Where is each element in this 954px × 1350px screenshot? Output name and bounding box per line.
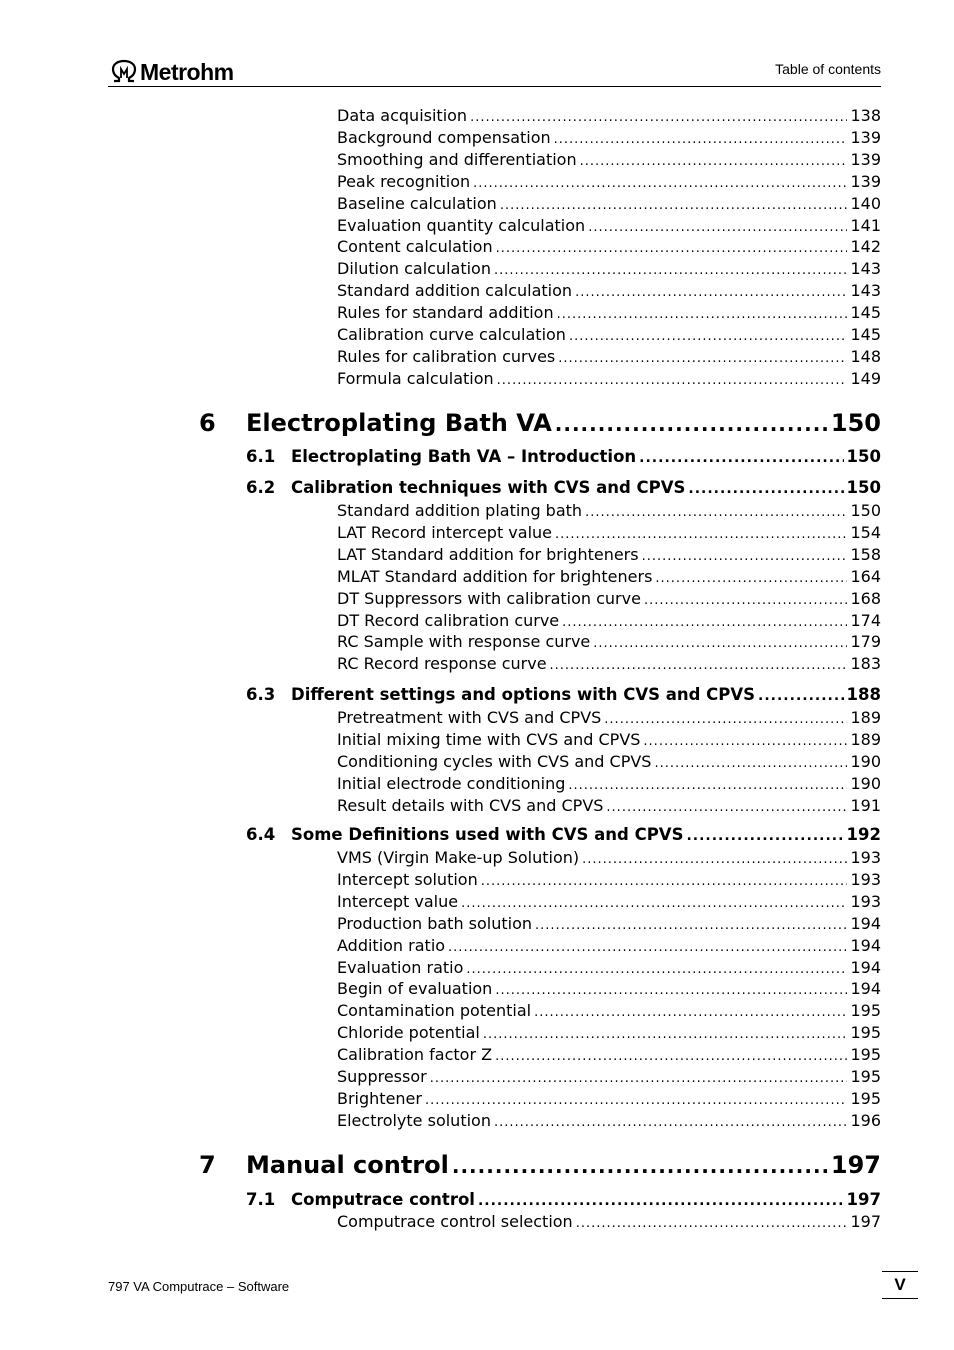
toc-page-number: 179 — [850, 632, 881, 651]
toc-entry[interactable] — [337, 751, 881, 774]
toc-page-number: 195 — [850, 1023, 881, 1042]
toc-page-number: 139 — [850, 172, 881, 191]
toc-title: Some Definitions used with CVS and CPVS — [291, 825, 684, 844]
toc-page-number: 142 — [850, 237, 881, 256]
dot-leader — [461, 893, 847, 914]
toc-page-number: 143 — [850, 259, 881, 278]
toc-page-number: 148 — [850, 347, 881, 366]
toc-entry[interactable] — [337, 1211, 881, 1234]
dot-leader — [580, 151, 848, 172]
toc-title: Suppressor — [337, 1067, 427, 1086]
toc-title: Background compensation — [337, 128, 551, 147]
toc-section[interactable] — [246, 477, 881, 500]
dot-leader — [585, 502, 847, 523]
toc-page-number: 191 — [850, 796, 881, 815]
dot-leader — [448, 937, 847, 958]
toc-number: 7.1 — [246, 1190, 276, 1209]
toc-chapter[interactable] — [199, 1150, 881, 1181]
toc-page-number: 197 — [830, 1151, 881, 1179]
toc-entry[interactable] — [337, 729, 881, 752]
toc-title: MLAT Standard addition for brighteners — [337, 567, 653, 586]
toc-entry[interactable] — [337, 631, 881, 654]
toc-number: 6 — [199, 409, 216, 437]
toc-title: Pretreatment with CVS and CPVS — [337, 708, 602, 727]
toc-title: Calibration factor Z — [337, 1045, 493, 1064]
dot-leader — [558, 348, 847, 369]
dot-leader — [655, 568, 847, 589]
toc-page-number: 139 — [850, 150, 881, 169]
dot-leader — [604, 709, 847, 730]
dot-leader — [758, 685, 844, 707]
toc-title: Formula calculation — [337, 369, 494, 388]
dot-leader — [575, 282, 847, 303]
toc-page-number: 145 — [850, 303, 881, 322]
toc-title: Brightener — [337, 1089, 422, 1108]
toc-entry[interactable] — [337, 869, 881, 892]
dot-leader — [483, 1024, 848, 1045]
toc-title: DT Suppressors with calibration curve — [337, 589, 641, 608]
dot-leader — [588, 217, 847, 238]
dot-leader — [470, 107, 847, 128]
toc-title: Baseline calculation — [337, 194, 497, 213]
dot-leader — [496, 238, 848, 259]
toc-entry[interactable] — [337, 280, 881, 303]
toc-title: Electroplating Bath VA – Introduction — [291, 447, 637, 466]
dot-leader — [494, 260, 847, 281]
toc-page-number: 140 — [850, 194, 881, 213]
toc-title: Dilution calculation — [337, 259, 491, 278]
toc-title: Electroplating Bath VA — [246, 409, 552, 437]
toc-title: Conditioning cycles with CVS and CPVS — [337, 752, 652, 771]
toc-entry[interactable] — [337, 913, 881, 936]
dot-leader — [606, 797, 847, 818]
dot-leader — [582, 849, 847, 870]
dot-leader — [494, 1112, 847, 1133]
toc-title: Calibration techniques with CVS and CPVS — [291, 478, 686, 497]
toc-number: 7 — [199, 1151, 216, 1179]
dot-leader — [478, 1190, 844, 1212]
dot-leader — [550, 655, 848, 676]
toc-page-number: 139 — [850, 128, 881, 147]
dot-leader — [555, 524, 847, 545]
toc-title: Initial mixing time with CVS and CPVS — [337, 730, 641, 749]
dot-leader — [452, 1151, 828, 1181]
toc-page-number: 138 — [850, 106, 881, 125]
toc-entry[interactable] — [337, 258, 881, 281]
brand-name: Metrohm — [140, 58, 234, 85]
toc-entry[interactable] — [337, 236, 881, 259]
toc-title: Begin of evaluation — [337, 979, 493, 998]
dot-leader — [481, 871, 848, 892]
toc-page-number: 174 — [850, 611, 881, 630]
toc-page-number: 194 — [850, 979, 881, 998]
toc-entry[interactable] — [337, 891, 881, 914]
toc-number: 6.4 — [246, 825, 276, 844]
toc-title: Addition ratio — [337, 936, 446, 955]
toc-section[interactable] — [246, 446, 881, 469]
dot-leader — [425, 1090, 847, 1111]
dot-leader — [497, 370, 848, 391]
toc-page-number: 193 — [850, 870, 881, 889]
dot-leader — [593, 633, 847, 654]
dot-leader — [430, 1068, 848, 1089]
toc-entry[interactable] — [337, 346, 881, 369]
toc-page-number: 168 — [850, 589, 881, 608]
toc-entry[interactable] — [337, 653, 881, 676]
toc-number: 6.1 — [246, 447, 276, 466]
toc-page-number: 195 — [850, 1045, 881, 1064]
toc-title: Computrace control selection — [337, 1212, 573, 1231]
toc-entry[interactable] — [337, 588, 881, 611]
dot-leader — [466, 959, 847, 980]
toc-page-number: 141 — [850, 216, 881, 235]
toc-title: Production bath solution — [337, 914, 533, 933]
toc-title: Computrace control — [291, 1190, 475, 1209]
toc-title: Evaluation ratio — [337, 958, 464, 977]
toc-entry[interactable] — [337, 500, 881, 523]
toc-entry[interactable] — [337, 610, 881, 633]
toc-page-number: 150 — [850, 501, 881, 520]
toc-page-number: 158 — [850, 545, 881, 564]
toc-title: LAT Standard addition for brighteners — [337, 545, 639, 564]
dot-leader — [643, 731, 847, 752]
toc-title: VMS (Virgin Make-up Solution) — [337, 848, 580, 867]
toc-entry[interactable] — [337, 795, 881, 818]
dot-leader — [576, 1213, 848, 1234]
toc-chapter[interactable] — [199, 408, 881, 439]
toc-page-number: 145 — [850, 325, 881, 344]
toc-page-number: 150 — [846, 447, 881, 466]
toc-entry[interactable] — [337, 566, 881, 589]
dot-leader — [642, 546, 848, 567]
toc-title: Standard addition plating bath — [337, 501, 583, 520]
toc-page-number: 197 — [846, 1190, 881, 1209]
toc-entry[interactable] — [337, 1110, 881, 1133]
dot-leader — [495, 980, 847, 1001]
toc-entry[interactable] — [337, 368, 881, 391]
toc-entry[interactable] — [337, 773, 881, 796]
toc-entry[interactable] — [337, 522, 881, 545]
toc-page-number: 189 — [850, 730, 881, 749]
dot-leader — [639, 447, 843, 469]
toc-entry[interactable] — [337, 1000, 881, 1023]
toc-entry[interactable] — [337, 707, 881, 730]
dot-leader — [568, 775, 847, 796]
toc-page-number: 190 — [850, 752, 881, 771]
toc-page-number: 194 — [850, 958, 881, 977]
toc-title: Standard addition calculation — [337, 281, 573, 300]
dot-leader — [473, 173, 847, 194]
toc-entry[interactable] — [337, 957, 881, 980]
toc-title: Different settings and options with CVS and CPVS — [291, 685, 756, 704]
dot-leader — [686, 825, 843, 847]
toc-page-number: 190 — [850, 774, 881, 793]
toc-entry[interactable] — [337, 1066, 881, 1089]
dot-leader — [495, 1046, 847, 1067]
toc-page-number: 193 — [850, 892, 881, 911]
dot-leader — [557, 304, 848, 325]
dot-leader — [535, 915, 847, 936]
toc-page-number: 183 — [850, 654, 881, 673]
toc-page-number: 154 — [850, 523, 881, 542]
toc-title: Intercept value — [337, 892, 459, 911]
toc-page-number: 150 — [830, 409, 881, 437]
dot-leader — [555, 409, 828, 439]
toc-entry[interactable] — [337, 935, 881, 958]
toc-page-number: 143 — [850, 281, 881, 300]
footer-page-number: V — [882, 1271, 918, 1299]
toc-entry[interactable] — [337, 1022, 881, 1045]
toc-title: Smoothing and differentiation — [337, 150, 577, 169]
header-section-title: Table of contents — [775, 61, 881, 77]
toc-entry[interactable] — [337, 149, 881, 172]
toc-page-number: 164 — [850, 567, 881, 586]
toc-page-number: 196 — [850, 1111, 881, 1130]
toc-number: 6.3 — [246, 685, 276, 704]
toc-entry[interactable] — [337, 171, 881, 194]
toc-entry[interactable] — [337, 127, 881, 150]
dot-leader — [534, 1002, 847, 1023]
toc-entry[interactable] — [337, 324, 881, 347]
toc-page-number: 194 — [850, 914, 881, 933]
toc-title: DT Record calibration curve — [337, 611, 560, 630]
brand-logo — [110, 58, 234, 86]
toc-title: Manual control — [246, 1151, 449, 1179]
header-divider — [108, 86, 881, 87]
toc-title: Evaluation quantity calculation — [337, 216, 586, 235]
toc-title: Calibration curve calculation — [337, 325, 566, 344]
toc-entry[interactable] — [337, 847, 881, 870]
dot-leader — [644, 590, 848, 611]
toc-title: Contamination potential — [337, 1001, 532, 1020]
dot-leader — [562, 612, 847, 633]
dot-leader — [500, 195, 848, 216]
toc-page-number: 188 — [846, 685, 881, 704]
toc-title: Chloride potential — [337, 1023, 480, 1042]
toc-title: Electrolyte solution — [337, 1111, 491, 1130]
toc-entry[interactable] — [337, 215, 881, 238]
dot-leader — [554, 129, 848, 150]
toc-title: Data acquisition — [337, 106, 468, 125]
toc-entry[interactable] — [337, 105, 881, 128]
dot-leader — [569, 326, 848, 347]
metrohm-omega-logo-icon — [110, 59, 138, 85]
footer-product-name: 797 VA Computrace – Software — [108, 1279, 290, 1294]
toc-section[interactable] — [246, 684, 881, 707]
toc-title: Intercept solution — [337, 870, 478, 889]
toc-number: 6.2 — [246, 478, 276, 497]
toc-entry[interactable] — [337, 302, 881, 325]
dot-leader — [654, 753, 847, 774]
toc-entry[interactable] — [337, 978, 881, 1001]
toc-section[interactable] — [246, 1189, 881, 1212]
toc-entry[interactable] — [337, 193, 881, 216]
toc-title: RC Record response curve — [337, 654, 547, 673]
toc-title: Rules for calibration curves — [337, 347, 556, 366]
toc-page-number: 194 — [850, 936, 881, 955]
toc-page-number: 195 — [850, 1001, 881, 1020]
toc-page-number: 195 — [850, 1067, 881, 1086]
toc-page-number: 197 — [850, 1212, 881, 1231]
toc-page-number: 193 — [850, 848, 881, 867]
toc-entry[interactable] — [337, 544, 881, 567]
toc-entry[interactable] — [337, 1044, 881, 1067]
toc-title: Content calculation — [337, 237, 493, 256]
toc-page-number: 149 — [850, 369, 881, 388]
toc-title: LAT Record intercept value — [337, 523, 552, 542]
toc-section[interactable] — [246, 824, 881, 847]
toc-title: RC Sample with response curve — [337, 632, 591, 651]
toc-title: Peak recognition — [337, 172, 471, 191]
dot-leader — [688, 478, 843, 500]
toc-title: Rules for standard addition — [337, 303, 554, 322]
toc-entry[interactable] — [337, 1088, 881, 1111]
toc-title: Initial electrode conditioning — [337, 774, 566, 793]
toc-page-number: 192 — [846, 825, 881, 844]
toc-page-number: 150 — [846, 478, 881, 497]
toc-page-number: 195 — [850, 1089, 881, 1108]
toc-title: Result details with CVS and CPVS — [337, 796, 604, 815]
toc-page-number: 189 — [850, 708, 881, 727]
